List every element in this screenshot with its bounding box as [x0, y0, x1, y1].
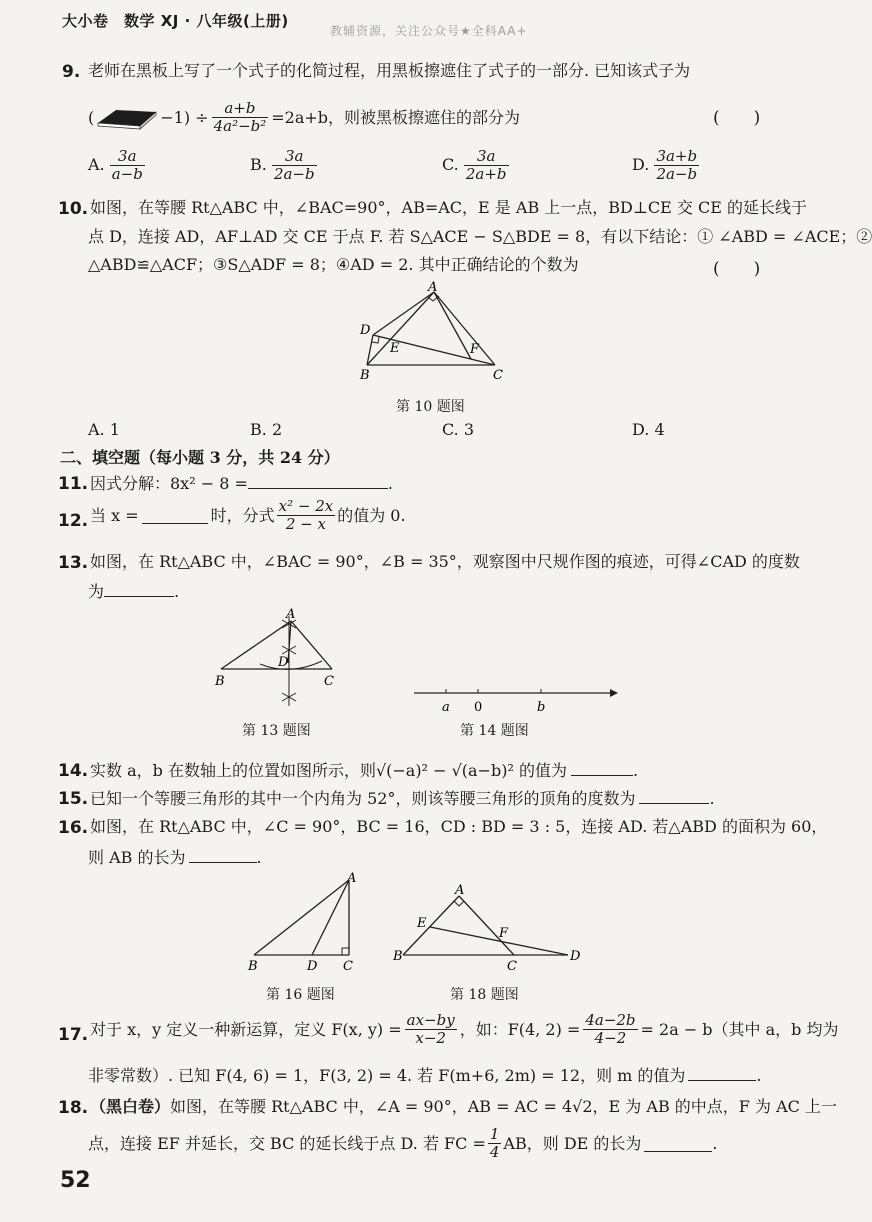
q16-number: 16.: [58, 818, 89, 838]
q10-seg-AD: [373, 292, 434, 335]
q10-option-d[interactable]: D. 4: [632, 420, 665, 439]
q18-line1: （黑白卷）如图，在等腰 Rt△ABC 中，∠A = 90°，AB = AC = 4√2，E 为 AB 的中点，F 为 AC 上一: [90, 1097, 837, 1116]
q14-number: 14.: [58, 761, 89, 781]
q9-line1: 老师在黑板上写了一个式子的化简过程，用黑板擦遮住了式子的一部分. 已知该式子为: [88, 61, 691, 80]
q14-answer-blank[interactable]: [571, 759, 633, 776]
q18-number: 18.: [58, 1098, 89, 1118]
q11-text: 因式分解：8x² − 8 = .: [90, 474, 393, 493]
q15-answer-blank[interactable]: [639, 787, 709, 804]
q13-label-A: A: [286, 607, 296, 622]
q11-answer-blank[interactable]: [248, 472, 388, 489]
q10-option-b[interactable]: B. 2: [250, 420, 283, 439]
q10-answer-paren: ( ): [713, 259, 761, 279]
q18-caption: 第 18 题图: [450, 987, 519, 1003]
q12-answer-blank[interactable]: [142, 507, 208, 524]
q16-label-B: B: [248, 959, 258, 974]
q13-label-B: B: [215, 674, 225, 689]
q9-line2: [88, 100, 520, 135]
q16-line1: 如图，在 Rt△ABC 中，∠C = 90°，BC = 16，CD : BD = 3 : 5，连接 AD. 若△ABD 的面积为 60，: [90, 817, 828, 836]
q10-option-c[interactable]: C. 3: [442, 420, 475, 439]
q10-label-A: A: [428, 280, 438, 295]
q10-seg-AB: [367, 292, 434, 365]
q10-label-B: B: [360, 368, 370, 383]
q13-number: 13.: [58, 553, 89, 573]
q9-option-c[interactable]: C. $\frac{3a}{2a+b}$: [442, 147, 507, 183]
q14-caption: 第 14 题图: [460, 723, 529, 739]
q10-number: 10.: [58, 199, 89, 219]
q17-line1: 对于 x，y 定义一种新运算，定义 F(x, y) = $\frac{ax-by}{x-2}$ ，如：F(4, 2) = $\frac{4a-2b}{4-2}$ = 2a − b（其中 a，b 均为: [90, 1011, 839, 1047]
q18-fraction: $\frac{1}{4}$: [489, 1125, 500, 1161]
q18-line2: 点，连接 EF 并延长，交 BC 的延长线于点 D. 若 FC = $\frac{1}{4}$ AB，则 DE 的长为 .: [88, 1125, 718, 1161]
q14-text: 实数 a，b 在数轴上的位置如图所示，则√(−a)² − √(a−b)² 的值为 .: [90, 761, 639, 780]
q9-tail: =2a+b，则被黑板擦遮住的部分为: [271, 107, 521, 127]
q13-label-C: C: [324, 674, 334, 689]
q17-fraction-2: $\frac{4a-2b}{4-2}$: [585, 1011, 636, 1047]
q12-text: 当 x = 时，分式 $\frac{\text{x² − 2x}}{2 - x}$ 的值为 0.: [90, 497, 406, 533]
q16-figure: [240, 868, 370, 978]
q10-option-a[interactable]: A. 1: [88, 420, 120, 439]
q12-number: 12.: [58, 511, 89, 531]
q10-label-F: F: [470, 342, 480, 357]
q10-seg-AC: [434, 292, 495, 365]
q9-answer-paren: ( ): [713, 108, 761, 128]
q18-answer-blank[interactable]: [644, 1135, 712, 1152]
q18-label-B: B: [393, 949, 403, 964]
q13-figure: [212, 608, 362, 713]
q17-line2: 非零常数）. 已知 F(4, 6) = 1，F(3, 2) = 4. 若 F(m+6, 2m) = 12，则 m 的值为 .: [88, 1066, 762, 1085]
q15-text: 已知一个等腰三角形的其中一个内角为 52°，则该等腰三角形的顶角的度数为 .: [90, 789, 715, 808]
q9-option-a[interactable]: A. $\frac{3a}{a-b}$: [88, 147, 143, 183]
q9-number: 9.: [62, 62, 81, 82]
q12-fraction: $\frac{\text{x² − 2x}}{2 - x}$: [278, 497, 334, 533]
q9-fraction: $\frac{a+b}{\text{4a²−b²}}$: [213, 99, 267, 135]
q13-label-D: D: [278, 655, 289, 670]
page-number: 52: [60, 1168, 91, 1193]
q17-fraction-1: $\frac{ax-by}{x-2}$: [406, 1011, 455, 1047]
q10-line1: 如图，在等腰 Rt△ABC 中，∠BAC=90°，AB=AC，E 是 AB 上一点，BD⊥CE 交 CE 的延长线于: [90, 198, 808, 217]
blackboard-eraser-icon: [96, 107, 158, 129]
q18-label-C: C: [507, 959, 517, 974]
q14-label-zero: 0: [474, 700, 483, 715]
q16-line2: 则 AB 的长为 .: [88, 848, 262, 867]
q16-label-C: C: [343, 959, 353, 974]
q10-label-C: C: [493, 368, 503, 383]
watermark-text: 教辅资源，关注公众号★全科AA+: [330, 24, 528, 38]
q13-line2: 为 .: [88, 582, 180, 601]
q9-minus-one: −1) ÷: [160, 107, 209, 127]
q16-answer-blank[interactable]: [189, 846, 257, 863]
q13-caption: 第 13 题图: [242, 723, 311, 739]
q16-caption: 第 16 题图: [266, 987, 335, 1003]
q10-line3: △ABD≌△ACF；③S△ADF = 8；④AD = 2. 其中正确结论的个数为: [88, 255, 579, 274]
q13-answer-blank[interactable]: [104, 580, 174, 597]
q10-label-E: E: [390, 341, 400, 356]
q18-figure: [390, 880, 590, 975]
q9-open-paren: (: [88, 107, 95, 127]
q18-label-F: F: [499, 926, 509, 941]
q18-label-D: D: [570, 949, 581, 964]
q16-label-A: A: [347, 871, 357, 886]
book-header: 大小卷 数学 XJ · 八年级(上册): [62, 12, 289, 30]
q10-caption: 第 10 题图: [396, 399, 465, 415]
q11-number: 11.: [58, 474, 89, 494]
q9-option-d[interactable]: D. $\frac{3a+b}{2a-b}$: [632, 147, 698, 183]
q14-number-line: [410, 685, 620, 715]
q10-label-D: D: [360, 323, 371, 338]
q9-option-b[interactable]: B. $\frac{3a}{2a-b}$: [250, 147, 315, 183]
q17-number: 17.: [58, 1025, 89, 1045]
q16-label-D: D: [307, 959, 318, 974]
q14-label-b: b: [537, 700, 546, 715]
q10-seg-AF: [434, 292, 471, 359]
q13-line1: 如图，在 Rt△ABC 中，∠BAC = 90°，∠B = 35°，观察图中尺规作图的痕迹，可得∠CAD 的度数: [90, 552, 800, 571]
q18-tag: （黑白卷）: [90, 1097, 171, 1116]
q14-label-a: a: [442, 700, 450, 715]
q10-line2: 点 D，连接 AD，AF⊥AD 交 CE 于点 F. 若 S△ACE − S△BDE = 8，有以下结论：① ∠ABD = ∠ACE；②: [88, 227, 872, 246]
q10-seg-BD: [367, 335, 373, 365]
q10-figure: [350, 280, 520, 385]
section-fill-in-title: 二、填空题（每小题 3 分，共 24 分）: [60, 448, 340, 467]
q18-label-A: A: [455, 883, 465, 898]
q17-answer-blank[interactable]: [688, 1064, 756, 1081]
q18-label-E: E: [417, 916, 427, 931]
q15-number: 15.: [58, 789, 89, 809]
